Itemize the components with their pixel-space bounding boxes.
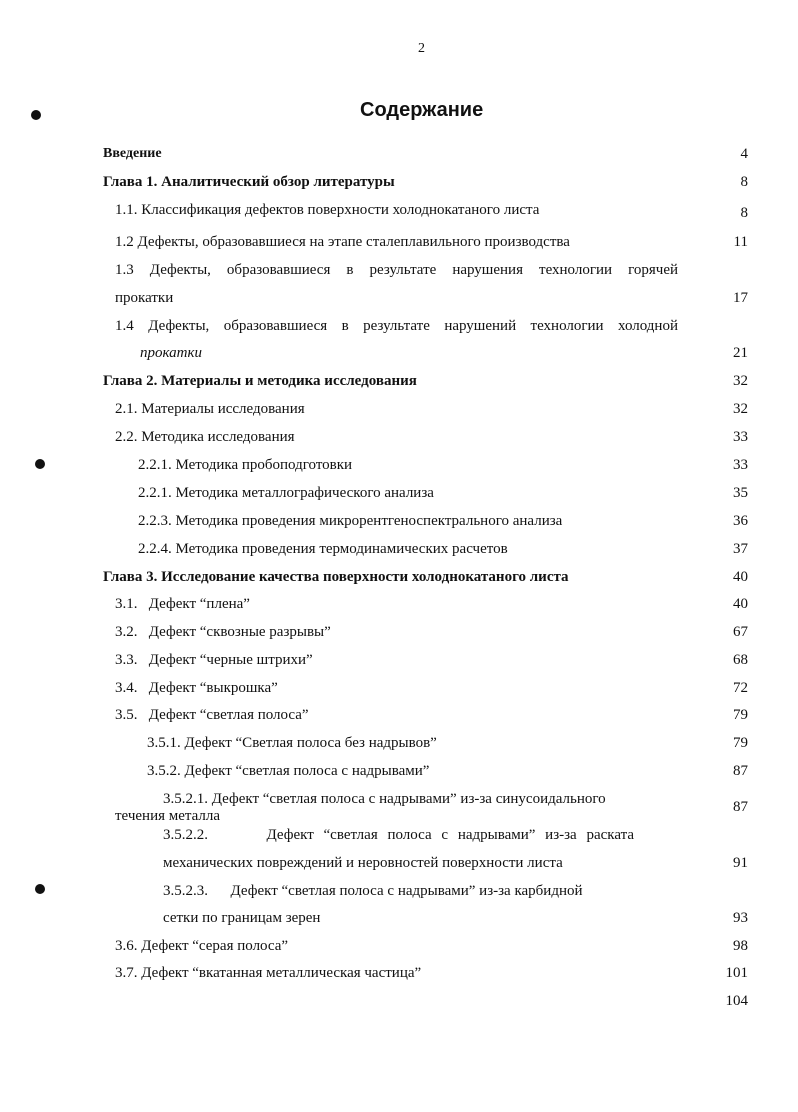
toc-entry: 1.1. Классификация дефектов поверхности холоднокатаного листа	[115, 202, 540, 218]
toc-page: 87	[733, 763, 748, 779]
toc-entry: 2.2.1. Методика металлографического анализа	[138, 485, 434, 501]
toc-page: 40	[733, 596, 748, 612]
toc-entry: 2.2.1. Методика пробоподготовки	[138, 457, 353, 473]
toc-entry: 2.2. Методика исследования	[115, 429, 295, 445]
toc-page: 32	[733, 401, 748, 417]
toc-page: 32	[733, 373, 748, 389]
toc-page: 68	[733, 652, 748, 668]
toc-entry: 3.5.1. Дефект “Светлая полоса без надрывов”	[147, 735, 437, 751]
toc-entry: 3.5.2. Дефект “светлая полоса с надрывами”	[147, 763, 430, 779]
toc-page: 98	[733, 938, 748, 954]
toc-entry: 3.4. Дефект “выкрошка”	[115, 680, 278, 696]
toc-entry: 3.5. Дефект “светлая полоса”	[115, 707, 309, 723]
toc-page: 37	[733, 541, 748, 557]
toc-entry: 1.2 Дефекты, образовавшиеся на этапе сталеплавильного производства	[115, 234, 570, 250]
toc-page: 33	[733, 457, 748, 473]
toc-entry: Глава 3. Исследование качества поверхности холоднокатаного листа	[103, 569, 569, 585]
toc-page: 36	[733, 513, 748, 529]
toc-entry: Глава 2. Материалы и методика исследования	[103, 373, 417, 389]
toc-entry: 2.1. Материалы исследования	[115, 401, 305, 417]
toc-entry: 3.5.2.1. Дефект “светлая полоса с надрывами” из-за синусоидального	[163, 791, 606, 807]
toc-entry: 3.1. Дефект “плена”	[115, 596, 250, 612]
toc-page: 8	[740, 205, 748, 221]
toc-page: 93	[733, 910, 748, 926]
toc-entry-continuation: течения металла	[115, 808, 221, 824]
toc-page: 79	[733, 735, 748, 751]
toc-entry-continuation: сетки по границам зерен	[163, 910, 321, 926]
toc-entry: Глава 1. Аналитический обзор литературы	[103, 174, 395, 190]
toc-entry: 3.5.2.3. Дефект “светлая полоса с надрывами” из-за карбидной	[163, 883, 583, 899]
toc-page: 101	[725, 965, 748, 981]
toc-page: 21	[733, 345, 748, 361]
toc-entry: 3.3. Дефект “черные штрихи”	[115, 652, 313, 668]
toc-page: 67	[733, 624, 748, 640]
toc-page: 72	[733, 680, 748, 696]
toc-entry-continuation: прокатки	[115, 290, 174, 306]
toc-entry: 1.4 Дефекты, образовавшиеся в результате нарушений технологии холодной	[115, 318, 678, 334]
scan-artifact-dot	[31, 110, 41, 120]
toc-entry: 3.5.2.2. Дефект “светлая полоса с надрывами” из-за раската	[163, 827, 635, 843]
scan-artifact-dot	[35, 884, 45, 894]
toc-page: 104	[725, 993, 748, 1009]
page-title: Содержание	[360, 99, 484, 121]
page-number: 2	[418, 41, 425, 56]
toc-page: 35	[733, 485, 748, 501]
toc-page: 8	[740, 174, 748, 190]
toc-entry: 1.3 Дефекты, образовавшиеся в результате нарушения технологии горячей	[115, 262, 678, 278]
toc-page: 17	[733, 290, 748, 306]
toc-entry-continuation: прокатки	[140, 345, 202, 361]
toc-entry: 3.2. Дефект “сквозные разрывы”	[115, 624, 331, 640]
toc-page: 79	[733, 707, 748, 723]
toc-entry: Введение	[103, 146, 162, 161]
toc-page: 87	[733, 799, 748, 815]
toc-page: 4	[740, 146, 748, 162]
toc-page: 11	[733, 234, 748, 250]
toc-entry: 3.7. Дефект “вкатанная металлическая частица”	[115, 965, 422, 981]
toc-page: 91	[733, 855, 748, 871]
toc-entry: 2.2.3. Методика проведения микрорентгеноспектрального анализа	[138, 513, 563, 529]
toc-page: 40	[733, 569, 748, 585]
scan-artifact-dot	[35, 459, 45, 469]
toc-page: 33	[733, 429, 748, 445]
toc-entry-continuation: механических повреждений и неровностей поверхности листа	[163, 855, 563, 871]
toc-entry: 2.2.4. Методика проведения термодинамических расчетов	[138, 541, 508, 557]
toc-entry: 3.6. Дефект “серая полоса”	[115, 938, 289, 954]
